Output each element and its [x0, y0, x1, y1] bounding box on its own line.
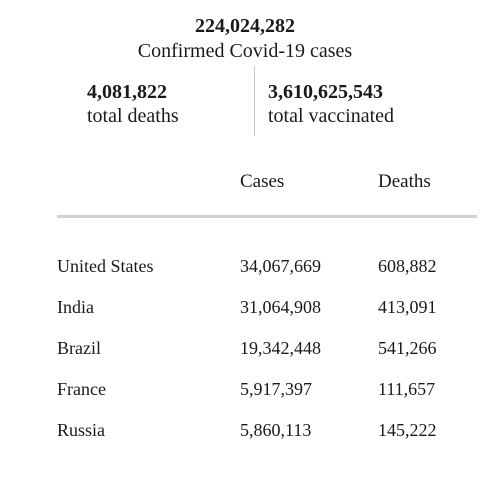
- country-cases: 19,342,448: [240, 338, 321, 358]
- country-name: United States: [57, 256, 154, 276]
- country-name: Brazil: [57, 338, 101, 358]
- confirmed-cases-count: 224,024,282: [195, 15, 295, 37]
- country-cases: 34,067,669: [240, 256, 321, 276]
- total-vaccinated-count: 3,610,625,543: [268, 81, 383, 103]
- stat-divider: [254, 66, 255, 136]
- total-deaths-stat: [87, 80, 179, 128]
- country-deaths: 111,657: [378, 379, 436, 399]
- total-vaccinated-label: total vaccinated: [268, 105, 395, 127]
- country-cases: 5,917,397: [240, 379, 312, 399]
- country-name: Russia: [57, 420, 106, 440]
- country-name: France: [57, 379, 106, 399]
- country-deaths: 541,266: [378, 338, 437, 358]
- country-name: India: [57, 297, 94, 317]
- country-deaths: 413,091: [378, 297, 437, 317]
- country-deaths: 145,222: [378, 420, 437, 440]
- confirmed-cases-label: Confirmed Covid-19 cases: [137, 40, 353, 62]
- table-row: [57, 336, 477, 377]
- table-row: [57, 418, 477, 459]
- country-table: [57, 254, 477, 459]
- cases-column-header: Cases: [240, 171, 285, 192]
- total-vaccinated-stat: [268, 80, 394, 128]
- country-deaths: 608,882: [378, 256, 437, 276]
- total-deaths-label: total deaths: [87, 105, 179, 127]
- confirmed-cases-summary: [0, 14, 490, 64]
- header-divider: [57, 215, 477, 218]
- deaths-column-header: Deaths: [378, 171, 431, 192]
- country-cases: 5,860,113: [240, 420, 312, 440]
- table-row: [57, 254, 477, 295]
- table-row: [57, 377, 477, 418]
- country-cases: 31,064,908: [240, 297, 321, 317]
- table-row: [57, 295, 477, 336]
- total-deaths-count: 4,081,822: [87, 81, 167, 103]
